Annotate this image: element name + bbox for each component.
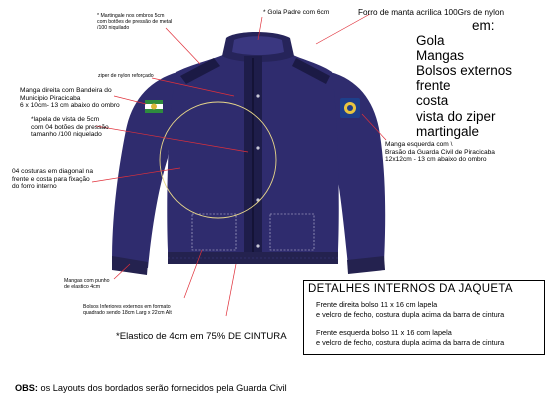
placket-button [256,94,259,97]
obs-footer [15,383,287,393]
obs-label: OBS: [15,383,38,393]
piracicaba-flag-patch [145,100,163,113]
details-box-line: Frente direita bolso 11 x 16 cm lapela [316,300,438,309]
lapela-note: *lapela de vista de 5cm com 04 botões de pressão tamanho /100 niquelado [31,116,109,139]
details-box-line: e velcro de fecho, costura dupla acima da barra de cintura [316,310,505,319]
details-box [303,280,545,355]
ziper-note: ziper de nylon reforçado [98,73,154,79]
guarda-civil-badge-patch [340,98,360,118]
gola-padre-note: * Gola Padre com 6cm [263,9,330,16]
forro-list-item: Gola [416,33,445,48]
details-box-line: Frente esquerda bolso 11 x 16 com lapela [316,328,452,337]
forro-list-item: Bolsos externos [416,63,513,79]
elastico-note: *Elastico de 4cm em 75% DE CINTURA [116,331,287,342]
details-box-title: DETALHES INTERNOS DA JAQUETA [308,283,513,295]
forro-list [416,33,512,139]
placket-button [256,146,259,149]
forro-em-label: em: [472,18,495,33]
forro-list-item: vista do ziper [416,108,496,124]
manga-direita-note: Manga direita com Bandeira do Municipio Piracicaba 6 x 10cm- 13 cm abaixo do ombro [20,87,120,110]
placket-button [256,244,259,247]
costuras-note: 04 costuras em diagonal na frente e costa para fixação do forro interno [12,168,94,191]
manga-esquerda-note: Manga esquerda com \ Brasão da Guarda Civil de Piracicaba 12x12cm - 13 cm abaixo do ombro [385,141,495,164]
forro-list-item: frente [416,78,451,94]
forro-note: Forro de manta acrilica 100Grs de nylon [358,8,505,17]
forro-list-item: costa [416,93,449,109]
details-box-line: e velcro de fecho, costura dupla acima da barra de cintura [316,338,505,347]
martingale-note: * Martingale nos ombros 5cm com botões de pressão de metal /100 niquilado [97,13,173,31]
bolsos-inferiores-note: Bolsos Inferiores externos em formato quadrado sendo 18cm Larg x 22cm Alt [83,304,172,316]
punho-note: Mangas com punho de elastico 4cm [64,278,110,290]
forro-list-item: martingale [416,123,480,139]
forro-list-item: Mangas [416,48,465,64]
obs-text: os Layouts dos bordados serão fornecidos pela Guarda Civil [37,383,287,393]
